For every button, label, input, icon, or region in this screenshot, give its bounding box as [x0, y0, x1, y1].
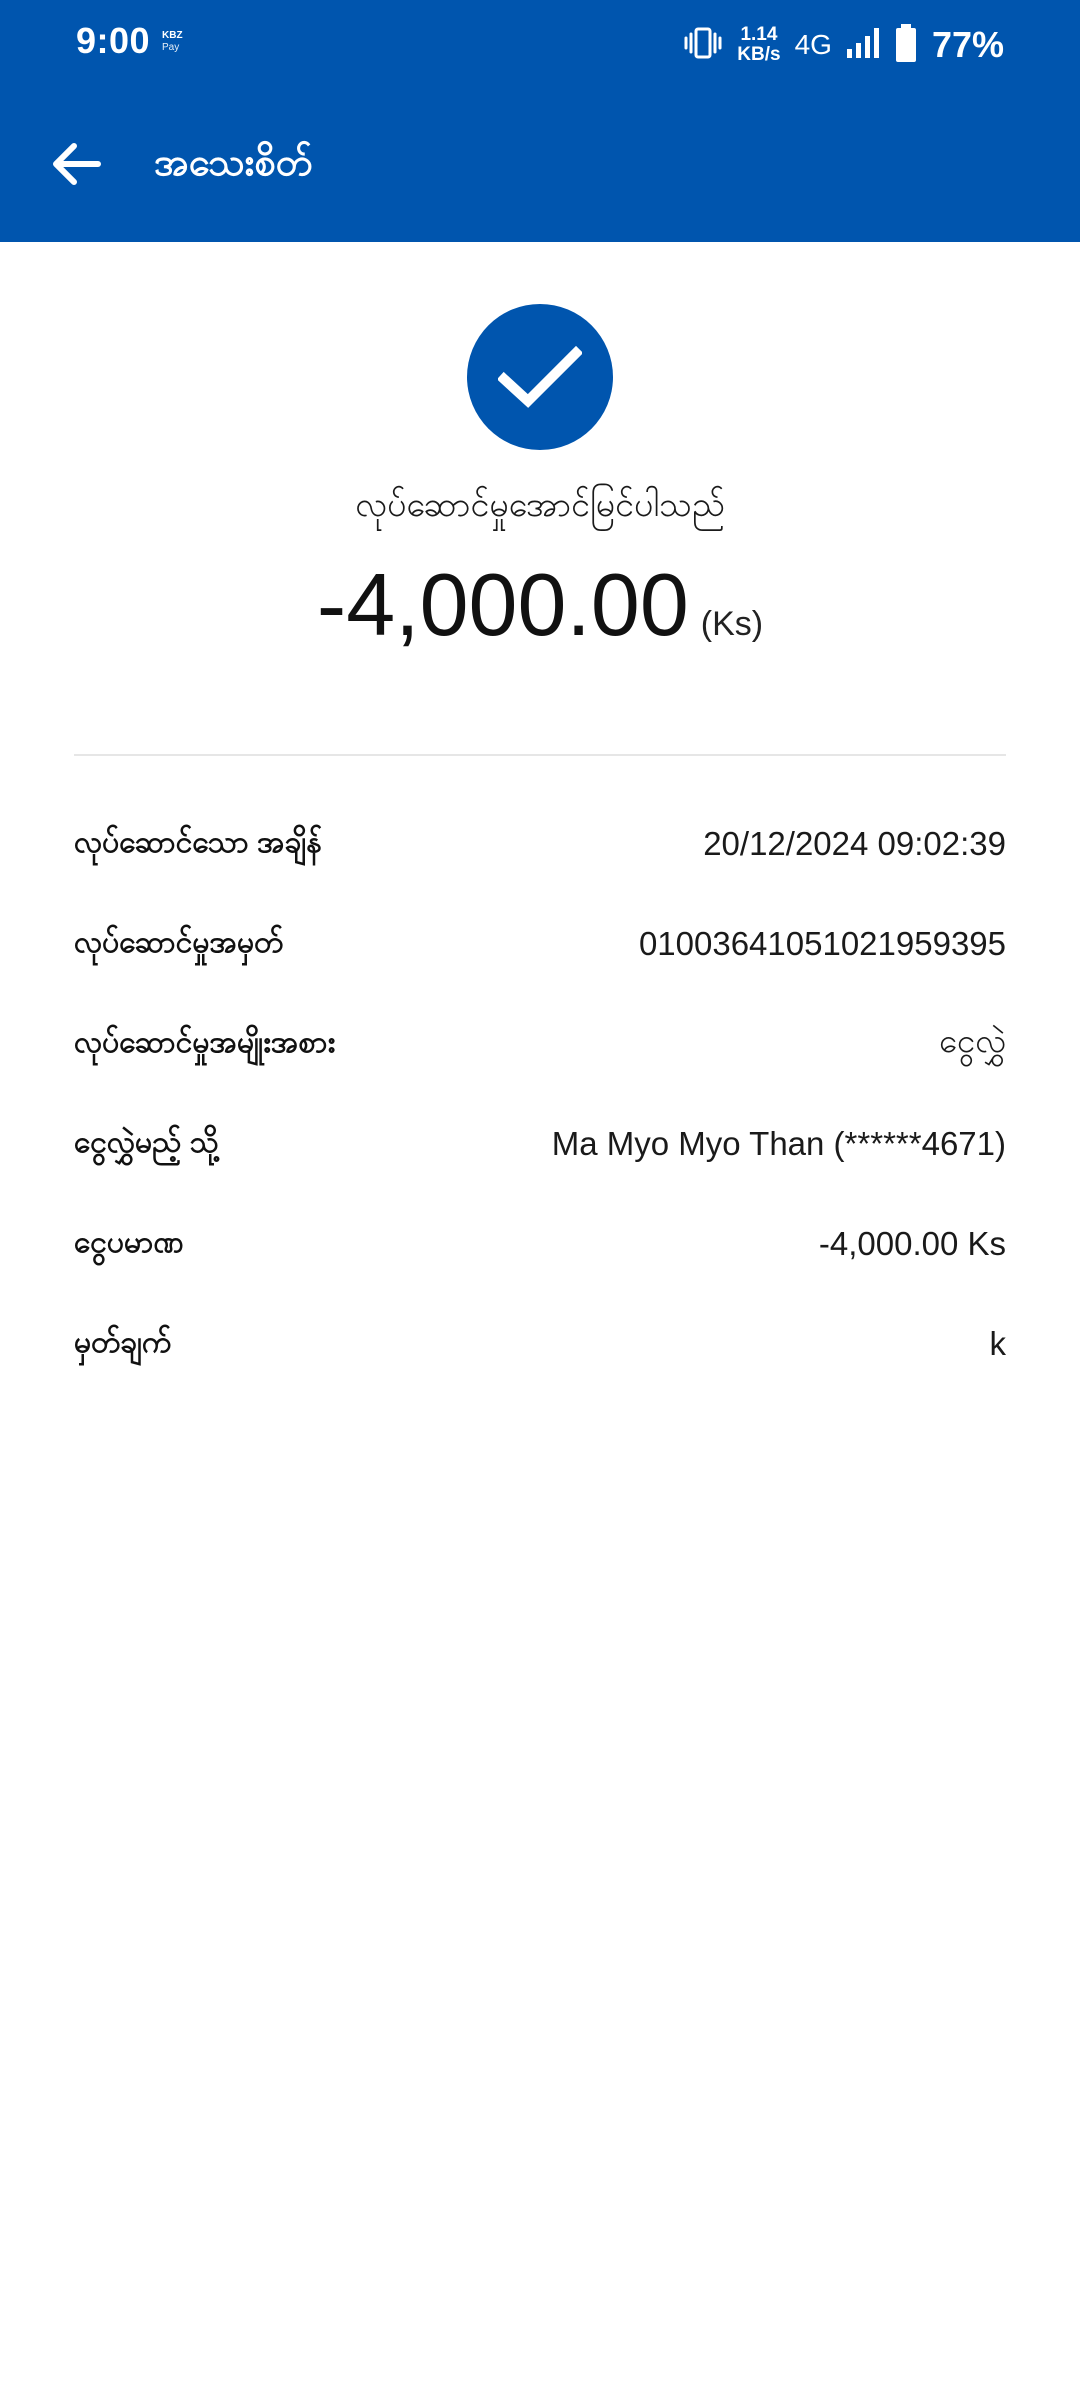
detail-row-transaction-id: [74, 894, 1006, 994]
details-list: [74, 794, 1006, 1394]
kbz-badge-bottom: Pay: [162, 42, 180, 53]
detail-label: မှတ်ချက်: [74, 1325, 172, 1359]
amount-row: [0, 554, 1080, 656]
detail-row-recipient: [74, 1094, 1006, 1194]
detail-label: လုပ်ဆောင်မှုအမျိုးအစား: [74, 1025, 336, 1059]
amount-unit: (Ks): [700, 605, 764, 643]
net-speed-unit: KB/s: [737, 44, 781, 65]
vibrate-icon: [683, 25, 723, 66]
success-message: လုပ်ဆောင်မှုအောင်မြင်ပါသည်: [355, 486, 725, 524]
header: [0, 0, 1080, 242]
back-button[interactable]: [40, 130, 112, 202]
network-type: 4G: [794, 29, 832, 60]
detail-label: လုပ်ဆောင်မှုအမှတ်: [74, 925, 284, 959]
detail-row-transaction-time: [74, 794, 1006, 894]
kbz-pay-notification-icon: [162, 30, 196, 60]
check-circle-icon: [467, 304, 613, 450]
signal-icon: [846, 27, 880, 64]
status-right-group: [683, 20, 1004, 70]
divider: [74, 754, 1006, 756]
kbz-badge-top: KBZ: [162, 30, 183, 41]
battery-icon: [894, 23, 918, 68]
detail-value: 01003641051021959395: [638, 925, 1006, 962]
page-title: အသေးစိတ်: [154, 142, 313, 184]
net-speed-value: 1.14: [740, 24, 778, 45]
battery-percent: 77%: [931, 24, 1004, 65]
detail-value: k: [989, 1325, 1006, 1362]
detail-label: လုပ်ဆောင်သော အချိန်: [74, 825, 322, 859]
detail-row-amount: [74, 1194, 1006, 1294]
status-bar: [0, 0, 1080, 90]
detail-row-transaction-type: [74, 994, 1006, 1094]
detail-value: Ma Myo Myo Than (******4671): [551, 1125, 1006, 1162]
amount-value: -4,000.00: [316, 555, 689, 654]
detail-value: -4,000.00 Ks: [818, 1225, 1006, 1262]
detail-value: ငွေလွှဲ: [938, 1021, 1006, 1059]
app-bar: [0, 110, 1080, 222]
detail-row-note: [74, 1294, 1006, 1394]
arrow-left-icon: [50, 142, 102, 191]
detail-value: 20/12/2024 09:02:39: [703, 825, 1006, 862]
net-speed: [737, 25, 780, 65]
detail-label: ငွေပမာဏ: [74, 1225, 184, 1259]
detail-label: ငွေလွှဲမည့် သို့: [74, 1125, 219, 1159]
status-time: 9:00: [76, 20, 151, 61]
